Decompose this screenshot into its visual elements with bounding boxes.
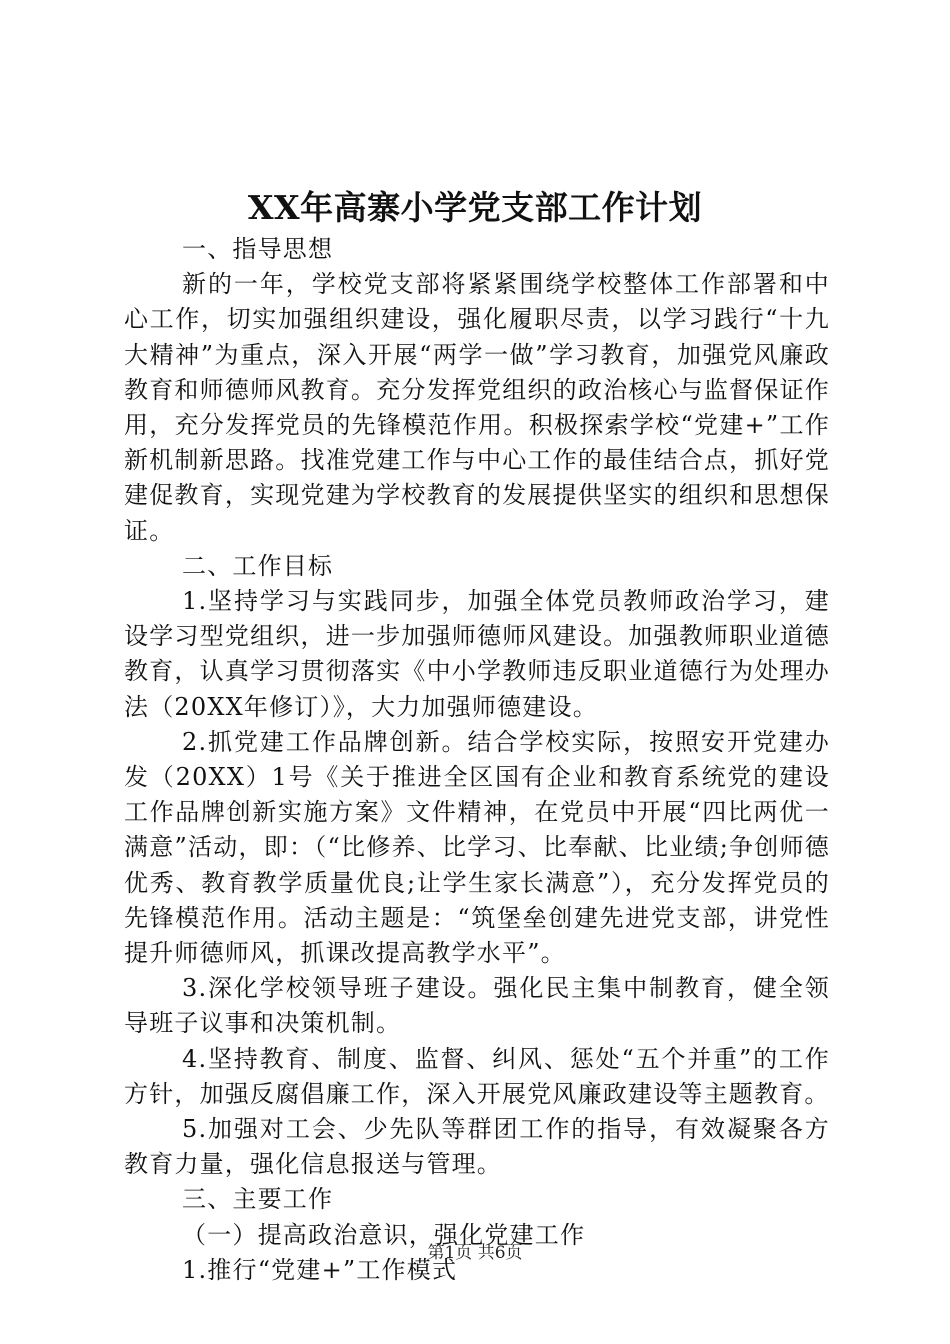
paragraph-goal-4: 4.坚持教育、制度、监督、纠风、惩处“五个并重”的工作方针，加强反腐倡廉工作，深入开展党风廉政建设等主题教育。 <box>124 1044 830 1108</box>
paragraph-goal-5: 5.加强对工会、少先队等群团工作的指导，有效凝聚各方教育力量，强化信息报送与管理。 <box>124 1115 830 1179</box>
paragraph-guiding-ideology: 新的一年，学校党支部将紧紧围绕学校整体工作部署和中心工作，切实加强组织建设，强化履职尽责，以学习践行“十九大精神”为重点，深入开展“两学一做”学习教育，加强党风廉政教育和师德师风教育。充分发挥党组织的政治核心与监督保证作用，充分发挥党员的先锋模范作用。积极探索学校“党建+”工作新机制新思路。找准党建工作与中心工作的最佳结合点，抓好党建促教育，实现党建为学校教育的发展提供坚实的组织和思想保证。 <box>124 270 830 545</box>
subsection-heading-political-awareness: （一）提高政治意识，强化党建工作 <box>182 1220 586 1249</box>
paragraph-goal-3: 3.深化学校领导班子建设。强化民主集中制教育，健全领导班子议事和决策机制。 <box>124 974 830 1038</box>
document-title: XX年高寨小学党支部工作计划 <box>247 188 703 227</box>
paragraph-goal-1: 1.坚持学习与实践同步，加强全体党员教师政治学习，建设学习型党组织，进一步加强师德师风建设。加强教师职业道德教育，认真学习贯彻落实《中小学教师违反职业道德行为处理办法（20XX年修订）》，大力加强师德建设。 <box>124 587 830 721</box>
subsection-item-party-building-plus: 1.推行“党建+”工作模式 <box>182 1255 458 1284</box>
section-heading-main-work: 三、主要工作 <box>182 1185 334 1214</box>
section-heading-work-goals: 二、工作目标 <box>182 551 334 580</box>
section-heading-guiding-ideology: 一、指导思想 <box>182 235 334 263</box>
paragraph-goal-2: 2.抓党建工作品牌创新。结合学校实际，按照安开党建办发（20XX）1号《关于推进全区国有企业和教育系统党的建设工作品牌创新实施方案》文件精神，在党员中开展“四比两优一满意”活动，即：（“比修养、比学习、比奉献、比业绩;争创师德优秀、教育教学质量优良;让学生家长满意”），充分发挥党员的先锋模范作用。活动主题是：“筑堡垒创建先进党支部，讲党性提升师德师风，抓课改提高教学水平”。 <box>124 727 830 968</box>
page-number-footer: 第1页 共6页 <box>427 1243 523 1263</box>
document-body <box>124 232 830 1288</box>
